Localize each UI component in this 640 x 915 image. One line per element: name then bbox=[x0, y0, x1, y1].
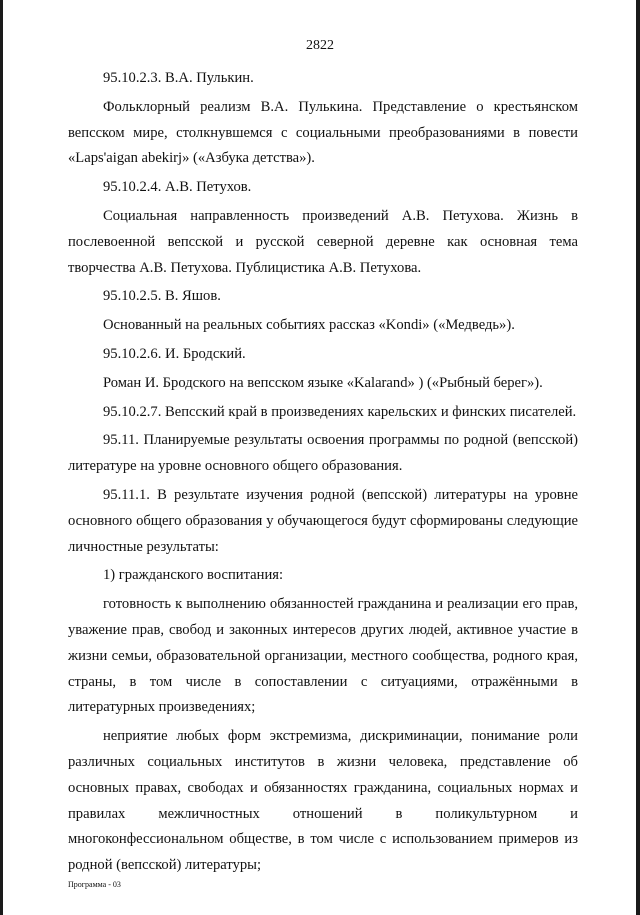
scan-border-right bbox=[636, 0, 640, 915]
document-body bbox=[68, 66, 578, 879]
footer-label: Программа - 03 bbox=[68, 880, 121, 889]
paragraph: Фольклорный реализм В.А. Пулькина. Представление о крестьянском вепсском мире, столкнувшемся с социальными преобразованиями в повести «Laps'aigan abekirj» («Азбука детства»). bbox=[68, 98, 578, 167]
scan-border-left bbox=[0, 0, 3, 915]
section-heading: 95.10.2.4. А.В. Петухов. bbox=[103, 179, 252, 196]
paragraph: 95.11. Планируемые результаты освоения программы по родной (вепсской) литературе на уровне основного общего образования. bbox=[68, 432, 578, 475]
paragraph: Основанный на реальных событиях рассказ «Kondi» («Медведь»). bbox=[103, 317, 515, 334]
list-item: 1) гражданского воспитания: bbox=[103, 567, 284, 584]
page-number: 2822 bbox=[306, 38, 334, 53]
section-heading: 95.10.2.6. И. Бродский. bbox=[103, 345, 246, 362]
section-heading: 95.10.2.7. Вепсский край в произведениях карельских и финских писателей. bbox=[103, 403, 577, 420]
paragraph: 95.11.1. В результате изучения родной (вепсской) литературы на уровне основного общего образования у обучающегося будут сформированы следующие личностные результаты: bbox=[68, 486, 578, 555]
paragraph: Социальная направленность произведений А.В. Петухова. Жизнь в послевоенной вепсской и русской северной деревне как основная тема творчества А.В. Петухова. Публицистика А.В. Петухова. bbox=[68, 207, 578, 276]
section-heading: 95.10.2.5. В. Яшов. bbox=[103, 288, 221, 305]
paragraph: готовность к выполнению обязанностей гражданина и реализации его прав, уважение прав, свобод и законных интересов других людей, активное участие в жизни семьи, образовательной организации, местного сообщества, родного края, страны, в том числе в сопоставлении с ситуациями, отражёнными в литературных произведениях; bbox=[68, 596, 578, 716]
paragraph: неприятие любых форм экстремизма, дискриминации, понимание роли различных социальных институтов в жизни человека, представление об основных правах, свободах и обязанностях гражданина, социальных нормах и правилах межличностных отношений в поликультурном и многоконфессиональном обществе, в том числе с использованием примеров из родной (вепсской) литературы; bbox=[68, 728, 578, 874]
paragraph: Роман И. Бродского на вепсском языке «Kalarand» ) («Рыбный берег»). bbox=[103, 374, 543, 391]
section-heading: 95.10.2.3. В.А. Пулькин. bbox=[103, 70, 254, 86]
